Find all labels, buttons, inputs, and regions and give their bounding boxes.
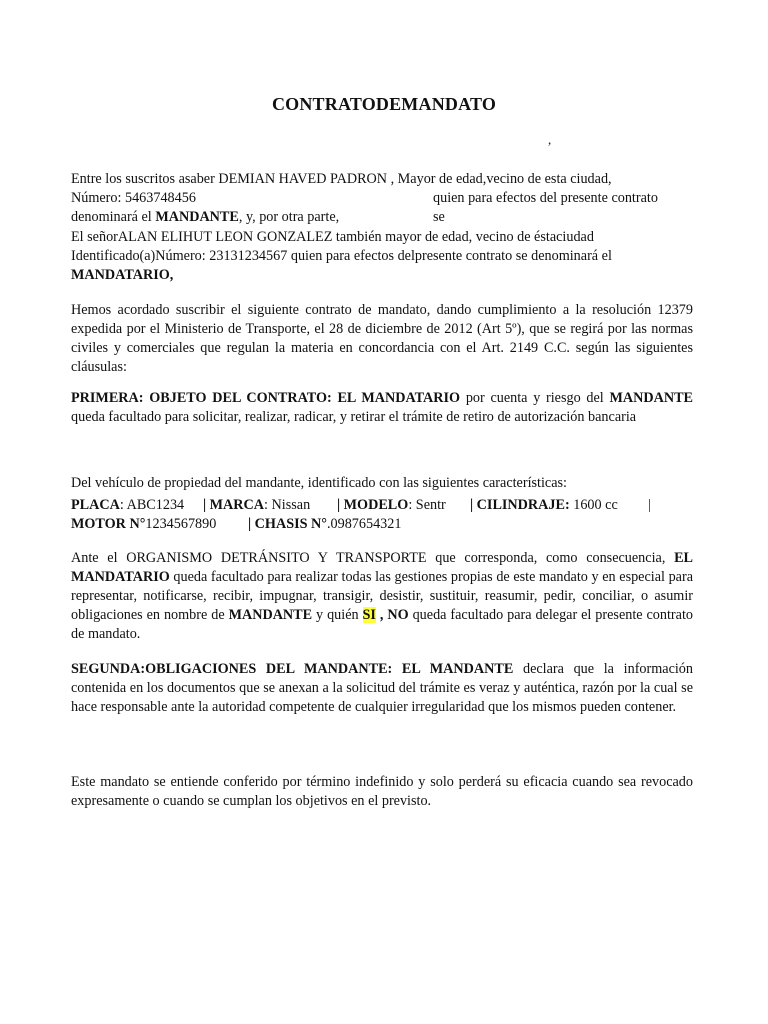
parties-line-3-text: denominará el bbox=[71, 209, 156, 225]
organismo-paragraph bbox=[71, 549, 693, 644]
parties-line-2a: Número: 5463748456 bbox=[71, 190, 196, 206]
marca-label: | MARCA bbox=[203, 497, 265, 513]
motor-label: MOTOR N° bbox=[71, 516, 146, 532]
placa-value: : ABC1234 bbox=[119, 497, 185, 513]
segunda-text: declara que la información contenida en los documentos que se anexan a la solicitud del trámite es veraz y auténtica, razón por la cual se hace responsable ante la autoridad competente de cualquier irregularidad que los mismos pueden contener. bbox=[71, 661, 693, 715]
clause-primera bbox=[71, 389, 693, 427]
chasis-value: .0987654321 bbox=[326, 516, 402, 532]
motor-value: 1234567890 bbox=[145, 516, 217, 532]
primera-text-a: por cuenta y riesgo del bbox=[460, 390, 610, 406]
intro-paragraph: Hemos acordado suscribir el siguiente contrato de mandato, dando cumplimiento a la resolución 12379 expedida por el Ministerio de Transporte, el 28 de diciembre de 2012 (Art 5º), que se regirá por las normas civiles y comerciales que regulan la materia en concordancia con el Art. 2149 C.C. según las siguientes cláusulas: bbox=[71, 302, 693, 375]
organismo-mandatario: EL MANDATARIO bbox=[71, 550, 693, 585]
segunda-heading: SEGUNDA:OBLIGACIONES DEL MANDANTE: EL MANDANTE bbox=[71, 661, 514, 677]
vehicle-specs-line-1 bbox=[71, 496, 184, 515]
specs-pipe-end: | bbox=[648, 497, 651, 513]
no-option: , NO bbox=[375, 607, 409, 623]
organismo-text-c: queda facultado para realizar todas las gestiones propias de este mandato y en especial para representar, notificarse, recibir, impugnar, transigir, desistir, sustituir, reasumir, pedir, conciliar, o asumir obligaciones en nombre de bbox=[71, 569, 693, 623]
marca-field bbox=[203, 496, 310, 515]
primera-text-c: queda facultado para solicitar, realizar, radicar, y retirar el trámite de retiro de autorización bancaria bbox=[71, 409, 637, 425]
parties-line-3 bbox=[71, 208, 339, 227]
parties-line-6 bbox=[71, 266, 173, 285]
cilindraje-value: 1600 cc bbox=[569, 497, 618, 513]
parties-line-4: El señorALAN ELIHUT LEON GONZALEZ también mayor de edad, vecino de éstaciudad bbox=[71, 229, 594, 245]
mandatario-bold: MANDATARIO, bbox=[71, 267, 174, 283]
document-title: CONTRATODEMANDATO bbox=[271, 94, 497, 114]
modelo-label: | MODELO bbox=[337, 497, 409, 513]
organismo-text-e: y quién bbox=[312, 607, 363, 623]
placa-label: PLACA bbox=[71, 497, 120, 513]
modelo-value: : Sentr bbox=[408, 497, 446, 513]
closing-paragraph: Este mandato se entiende conferido por término indefinido y solo perderá su eficacia cuando sea revocado expresamente o cuando se cumplan los objetivos en el previsto. bbox=[71, 774, 693, 809]
parties-line-3-se: se bbox=[433, 209, 445, 225]
organismo-text-f: queda facultado para delegar el presente contrato de mandato. bbox=[71, 607, 693, 642]
primera-heading: PRIMERA: OBJETO DEL CONTRATO: EL MANDATARIO bbox=[71, 390, 461, 406]
cilindraje-label: | CILINDRAJE: bbox=[470, 497, 570, 513]
stray-mark: , bbox=[548, 132, 552, 147]
parties-line-5: Identificado(a)Número: 23131234567 quien para efectos delpresente contrato se denominará el bbox=[71, 248, 612, 264]
vehicle-intro: Del vehículo de propiedad del mandante, identificado con las siguientes características: bbox=[71, 475, 567, 491]
marca-value: : Nissan bbox=[264, 497, 311, 513]
si-highlight: SI bbox=[362, 607, 376, 623]
mandante-bold: MANDANTE bbox=[155, 209, 239, 225]
chasis-label: | CHASIS N° bbox=[248, 516, 327, 532]
parties-line-3-tail: , y, por otra parte, bbox=[238, 209, 340, 225]
parties-line-1: Entre los suscritos asaber DEMIAN HAVED PADRON , Mayor de edad,vecino de esta ciudad, bbox=[71, 171, 612, 187]
primera-mandante: MANDANTE bbox=[609, 390, 693, 406]
cilindraje-field bbox=[470, 496, 618, 515]
organismo-mandante: MANDANTE bbox=[228, 607, 313, 623]
clause-segunda bbox=[71, 660, 693, 717]
modelo-field bbox=[337, 496, 446, 515]
parties-line-2b: quien para efectos del presente contrato bbox=[433, 190, 658, 206]
chasis-field bbox=[248, 515, 401, 534]
vehicle-specs-line-2 bbox=[71, 515, 216, 534]
organismo-text-a: Ante el ORGANISMO DETRÁNSITO Y TRANSPORTE que corresponda, como consecuencia, bbox=[71, 550, 675, 566]
